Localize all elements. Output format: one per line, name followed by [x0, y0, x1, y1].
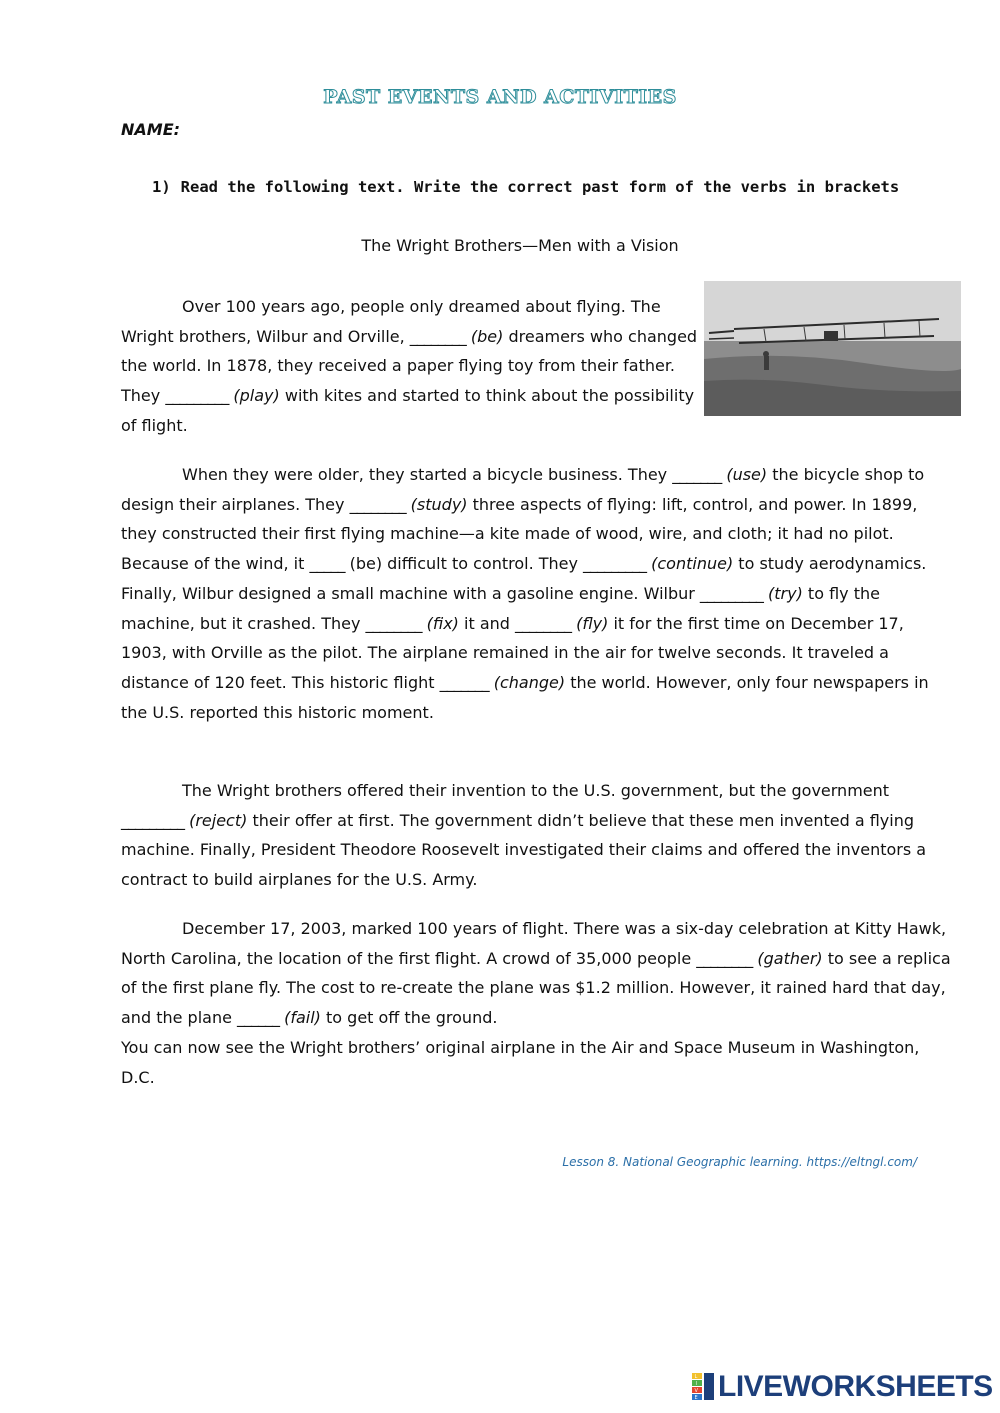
source-credit: Lesson 8. National Geographic learning. https://eltngl.com/	[562, 1155, 917, 1169]
verb-hint: (fix)	[426, 613, 459, 633]
logo-letter: E	[694, 1395, 698, 1401]
exercise-instruction	[152, 178, 899, 196]
logo-letter: V	[694, 1388, 698, 1394]
answer-blank[interactable]: ________	[515, 613, 571, 633]
verb-hint: (fail)	[284, 1008, 321, 1028]
answer-blank[interactable]: ________	[349, 494, 406, 514]
airplane-photo-icon	[704, 281, 961, 416]
worksheet-title: PAST EVENTS AND ACTIVITIES	[323, 86, 677, 108]
answer-blank[interactable]: _________	[121, 810, 184, 830]
story-paragraph-1: Over 100 years ago, people only dreamed about flying. The Wright brothers, Wilbur and Orville, ________ (be) dreamers who changed the world. In 1878, they received a paper flying toy from their father. They _________ (play) with kites and started to think about the possibility of flight.	[121, 297, 698, 435]
exercise-number: 1)	[152, 178, 171, 196]
verb-hint: (gather)	[757, 948, 823, 968]
story-paragraph-4: December 17, 2003, marked 100 years of flight. There was a six-day celebration at Kitty Hawk, North Carolina, the location of the first flight. A crowd of 35,000 people ________ (gather) to see a replica of the first plane fly. The cost to re-create the plane was $1.2 million. However, it rained hard that day, and the plane ______ (fail) to get off the ground. You can now see the Wright brothers’ original airplane in the Air and Space Museum in Washington, D.C.	[121, 919, 951, 1087]
wright-flyer-photo	[704, 281, 961, 416]
logo-letter: L	[694, 1374, 698, 1380]
answer-blank[interactable]: _________	[583, 554, 647, 574]
answer-blank[interactable]: ________	[365, 613, 422, 633]
answer-blank[interactable]: ______	[237, 1008, 280, 1028]
story-title: The Wright Brothers—Men with a Vision	[361, 236, 679, 255]
story-paragraph-5: You can now see the Wright brothers’ original airplane in the Air and Space Museum in Washington, D.C.	[121, 1037, 920, 1087]
verb-hint: (try)	[768, 583, 803, 603]
verb-hint: (be)	[470, 326, 504, 346]
name-label: NAME:	[121, 120, 181, 139]
verb-hint: (reject)	[189, 810, 248, 830]
verb-hint: (play)	[233, 386, 280, 406]
exercise-instruction-text: Read the following text. Write the correct past form of the verbs in brackets	[180, 178, 900, 196]
answer-blank[interactable]: _____	[309, 554, 345, 574]
verb-hint: (study)	[410, 494, 468, 514]
story-paragraph-2: When they were older, they started a bicycle business. They _______ (use) the bicycle shop to design their airplanes. They ________ (study) three aspects of flying: lift, control, and power. In 1899, they constructed their first flying machine—a kite made of wood, wire, and cloth; it had no pilot. Because of the wind, it _____ (be) difficult to control. They _________ (continue) to study aerodynamics. Finally, Wilbur designed a small machine with a gasoline engine. Wilbur _________ (try) to fly the machine, but it crashed. They ________ (fix) it and ________ (fly) it for the first time on December 17, 1903, with Orville as the pilot. The airplane remained in the air for twelve seconds. It traveled a distance of 120 feet. This historic flight _______ (change) the world. However, only four newspapers in the U.S. reported this historic moment.	[121, 465, 929, 722]
verb-hint: (use)	[726, 465, 768, 484]
answer-blank[interactable]: _________	[165, 386, 229, 406]
answer-blank[interactable]: _______	[672, 465, 722, 484]
story-paragraph-3: The Wright brothers offered their invention to the U.S. government, but the government _________ (reject) their offer at first. The government didn’t believe that these men invented a flying machine. Finally, President Theodore Roosevelt investigated their claims and offered the inventors a contract to build airplanes for the U.S. Army.	[121, 781, 927, 890]
verb-hint: (change)	[493, 672, 566, 692]
verb-hint: (continue)	[651, 554, 734, 574]
answer-blank[interactable]: ________	[409, 326, 466, 346]
logo-letter: I	[695, 1381, 697, 1387]
answer-blank[interactable]: _______	[439, 672, 489, 692]
verb-hint: (fly)	[576, 613, 609, 633]
answer-blank[interactable]: _________	[699, 583, 763, 603]
liveworksheets-logo-icon	[692, 1373, 714, 1401]
liveworksheets-brand	[692, 1370, 993, 1404]
answer-blank[interactable]: ________	[696, 948, 753, 968]
liveworksheets-wordmark: LIVEWORKSHEETS	[718, 1370, 993, 1403]
